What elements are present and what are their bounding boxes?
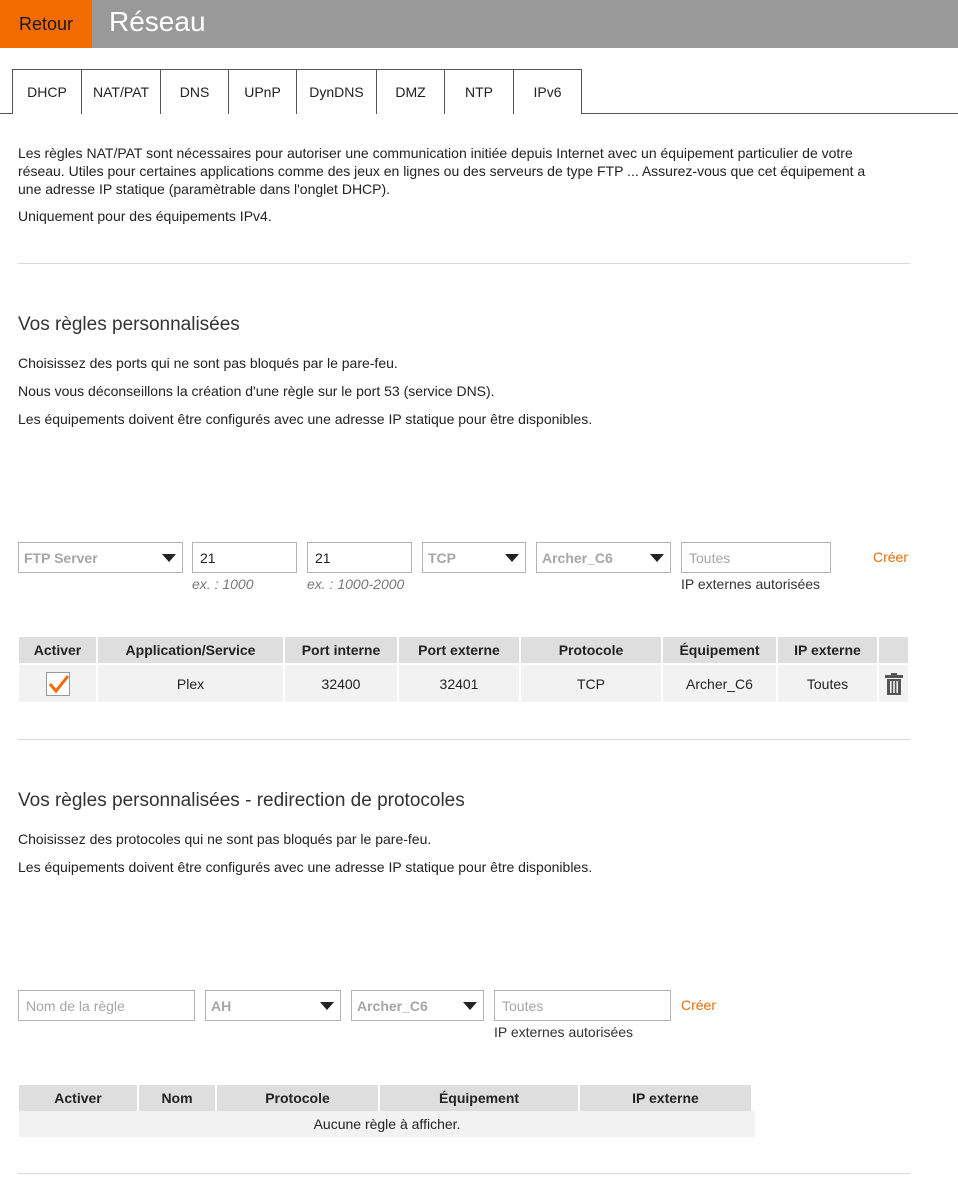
back-button[interactable]: Retour bbox=[0, 0, 92, 48]
protocol-select[interactable] bbox=[205, 990, 341, 1021]
table-header-cell: IP externe bbox=[580, 1085, 751, 1111]
table-header-cell: Port interne bbox=[285, 637, 397, 663]
protocol-cell: TCP bbox=[521, 665, 661, 702]
custom-rules-desc-2: Nous vous déconseillons la création d'une règle sur le port 53 (service DNS). bbox=[18, 383, 495, 399]
custom-rules-desc-1: Choisissez des ports qui ne sont pas bloqués par le pare-feu. bbox=[18, 355, 398, 371]
chevron-down-icon bbox=[650, 554, 664, 562]
tab-bar bbox=[0, 69, 958, 114]
tab-dmz[interactable]: DMZ bbox=[376, 69, 445, 114]
chevron-down-icon bbox=[162, 554, 176, 562]
external-port-input[interactable] bbox=[307, 542, 412, 573]
application-cell: Plex bbox=[98, 665, 283, 702]
table-header-cell: Équipement bbox=[380, 1085, 578, 1111]
tab-nat-pat[interactable]: NAT/PAT bbox=[81, 69, 161, 114]
page-title: Réseau bbox=[109, 6, 206, 37]
table-header-cell: Nom bbox=[139, 1085, 215, 1111]
intro-line-1: Les règles NAT/PAT sont nécessaires pour autoriser une communication initiée depuis Internet avec un équipement particulier de votre bbox=[18, 145, 853, 161]
section-title-custom-rules: Vos règles personnalisées bbox=[18, 314, 240, 335]
chevron-down-icon bbox=[320, 1002, 334, 1010]
external-ip-cell: Toutes bbox=[778, 665, 877, 702]
device-select-value: Archer_C6 bbox=[357, 997, 428, 1014]
empty-table-message: Aucune règle à afficher. bbox=[19, 1111, 755, 1137]
tab-upnp[interactable]: UPnP bbox=[228, 69, 297, 114]
custom-rules-desc-3: Les équipements doivent être configurés avec une adresse IP statique pour être disponibles. bbox=[18, 411, 593, 427]
external-ip-caption: IP externes autorisées bbox=[681, 576, 821, 592]
create-rule-button[interactable]: Créer bbox=[873, 549, 909, 565]
tab-dns[interactable]: DNS bbox=[160, 69, 229, 114]
table-header-cell: Protocole bbox=[521, 637, 661, 663]
application-select-value: FTP Server bbox=[24, 549, 98, 566]
chevron-down-icon bbox=[463, 1002, 477, 1010]
internal-port-hint: ex. : 1000 bbox=[192, 576, 254, 592]
divider bbox=[18, 263, 910, 264]
checkmark-icon bbox=[48, 673, 70, 695]
table-header-cell: Protocole bbox=[217, 1085, 378, 1111]
protocol-rules-desc-1: Choisissez des protocoles qui ne sont pas bloqués par le pare-feu. bbox=[18, 831, 432, 847]
external-port-hint: ex. : 1000-2000 bbox=[307, 576, 405, 592]
divider bbox=[18, 1173, 910, 1174]
activate-checkbox[interactable] bbox=[46, 672, 70, 696]
create-protocol-rule-button[interactable]: Créer bbox=[681, 997, 717, 1013]
device-cell: Archer_C6 bbox=[663, 665, 776, 702]
top-header bbox=[0, 0, 958, 48]
device-select-value: Archer_C6 bbox=[542, 549, 613, 566]
protocol-rules-desc-2: Les équipements doivent être configurés avec une adresse IP statique pour être disponibles. bbox=[18, 859, 593, 875]
table-header-cell: Activer bbox=[19, 1085, 137, 1111]
ipv4-note: Uniquement pour des équipements IPv4. bbox=[18, 208, 272, 224]
protocol-select[interactable] bbox=[422, 542, 526, 573]
tab-dyndns[interactable]: DynDNS bbox=[296, 69, 377, 114]
external-ip-input[interactable] bbox=[494, 990, 671, 1021]
device-select[interactable] bbox=[351, 990, 484, 1021]
tab-ipv6[interactable]: IPv6 bbox=[513, 69, 582, 114]
internal-port-cell: 32400 bbox=[285, 665, 397, 702]
table-header-cell: Application/Service bbox=[98, 637, 283, 663]
intro-line-2: réseau. Utiles pour certaines applications comme des jeux en lignes ou des serveurs de type FTP ... Assurez-vous que cet équipement a bbox=[18, 163, 866, 179]
protocol-select-value: AH bbox=[211, 997, 232, 1014]
external-ip-input[interactable] bbox=[681, 542, 831, 573]
external-ip-caption: IP externes autorisées bbox=[494, 1024, 634, 1040]
rule-name-input[interactable] bbox=[18, 990, 195, 1021]
device-select[interactable] bbox=[536, 542, 671, 573]
table-header-cell: IP externe bbox=[778, 637, 877, 663]
divider bbox=[18, 739, 910, 740]
table-header-cell: Activer bbox=[19, 637, 96, 663]
external-port-cell: 32401 bbox=[399, 665, 519, 702]
application-select[interactable] bbox=[18, 542, 183, 573]
internal-port-input[interactable] bbox=[192, 542, 297, 573]
chevron-down-icon bbox=[505, 554, 519, 562]
protocol-select-value: TCP bbox=[428, 549, 456, 566]
activate-cell bbox=[19, 665, 96, 702]
delete-rule-button[interactable] bbox=[879, 665, 908, 702]
intro-line-3: une adresse IP statique (paramètrable dans l'onglet DHCP). bbox=[18, 181, 391, 197]
table-header-cell: Port externe bbox=[399, 637, 519, 663]
section-title-protocol-rules: Vos règles personnalisées - redirection de protocoles bbox=[18, 790, 465, 811]
trash-icon bbox=[885, 673, 903, 695]
tab-dhcp[interactable]: DHCP bbox=[12, 69, 82, 114]
table-header-cell: Équipement bbox=[663, 637, 776, 663]
tab-ntp[interactable]: NTP bbox=[444, 69, 514, 114]
table-header-cell-actions bbox=[879, 637, 908, 663]
